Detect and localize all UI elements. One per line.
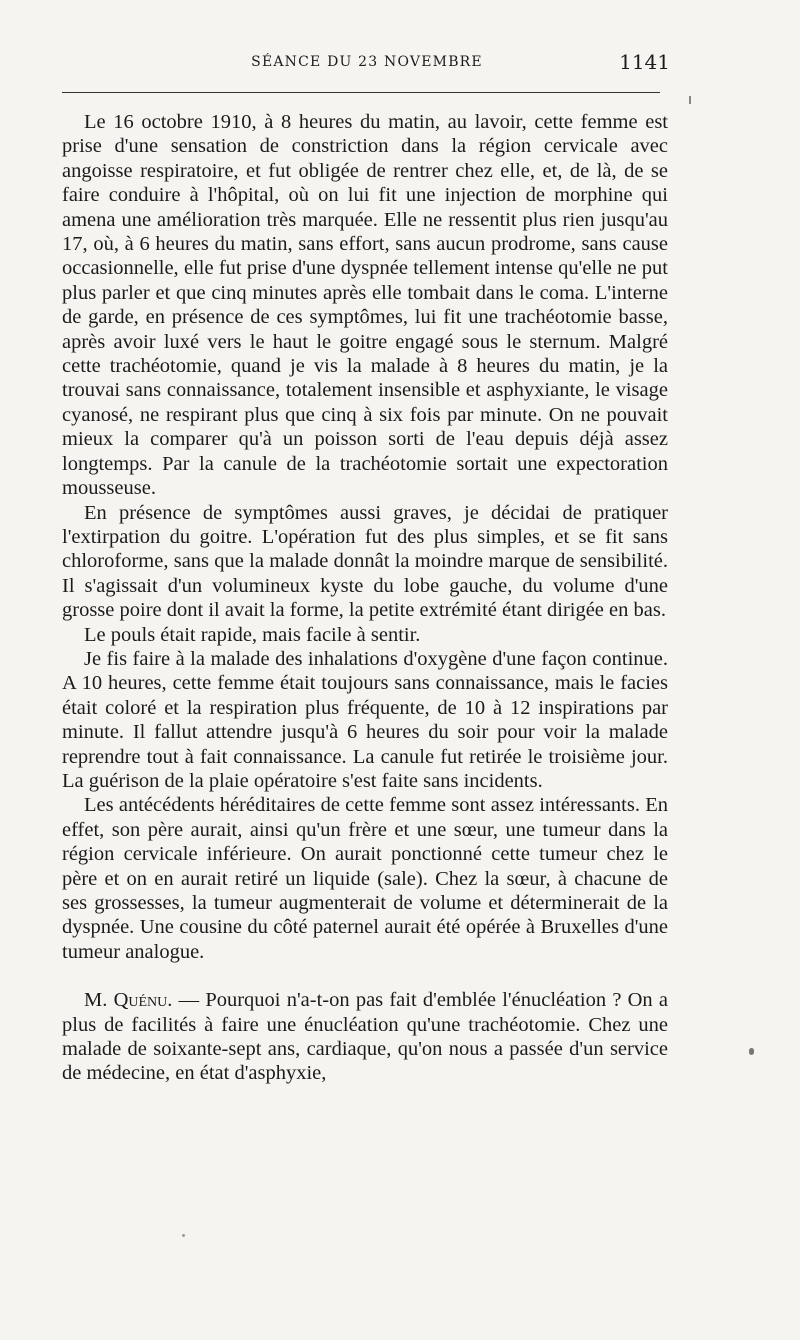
paragraph-discussion bbox=[62, 988, 668, 1086]
print-speck bbox=[182, 1234, 185, 1237]
print-speck bbox=[689, 96, 691, 104]
paragraph-operation: En présence de symptômes aussi graves, je décidai de pratiquer l'extirpation du goitre. L'opération fut des plus simples, et se fit sans chloroforme, sans que la malade donnât la moindre marque de sensibilité. Il s'agissait d'un volumineux kyste du lobe gauche, du volume d'une grosse poire dont il avait la forme, la petite extrémité étant dirigée en bas. bbox=[62, 501, 668, 622]
page-number: 1141 bbox=[619, 50, 670, 74]
paragraph-recovery: Je fis faire à la malade des inhalations d'oxygène d'une façon continue. A 10 heures, cette femme était toujours sans connaissance, mais le facies était coloré et la respiration plus fréquente, de 10 à 12 inspirations par minute. Il fallut attendre jusqu'à 6 heures du soir pour voir la malade reprendre tout à fait connaissance. La canule fut retirée le troisième jour. La guérison de la plaie opératoire s'est faite sans incidents. bbox=[62, 647, 668, 792]
page-header bbox=[62, 50, 672, 74]
speaker-name: M. Quénu. bbox=[84, 989, 173, 1012]
paragraph-gap bbox=[62, 964, 668, 988]
print-speck bbox=[749, 1048, 754, 1055]
body-text bbox=[62, 110, 668, 1086]
running-title: SÉANCE DU 23 NOVEMBRE bbox=[251, 54, 483, 70]
paragraph-heredity: Les antécédents héréditaires de cette femme sont assez intéressants. En effet, son père aurait, ainsi qu'un frère et une sœur, une tumeur dans la région cervicale inférieure. On aurait ponctionné cette tumeur chez le père et on en aurait retiré un liquide (sale). Chez la sœur, à chacune de ses grossesses, la tumeur augmenterait de volume et déterminerait de la dyspnée. Une cousine du côté paternel aurait été opérée à Bruxelles d'une tumeur analogue. bbox=[62, 794, 668, 963]
paragraph-pulse: Le pouls était rapide, mais facile à sentir. bbox=[84, 623, 421, 646]
discussion-text: — Pourquoi n'a-t-on pas fait d'emblée l'énucléation ? On a plus de facilités à faire une énucléation qu'une trachéotomie. Chez une malade de soixante-sept ans, cardiaque, qu'on nous a passée d'un service de médecine, en état d'asphyxie, bbox=[62, 989, 668, 1085]
header-rule bbox=[62, 92, 660, 93]
paragraph-case-history: Le 16 octobre 1910, à 8 heures du matin, au lavoir, cette femme est prise d'une sensation de constriction dans la région cervicale avec angoisse respiratoire, et fut obligée de rentrer chez elle, et, de là, de se faire conduire à l'hôpital, où on lui fit une injection de morphine qui amena une amélioration très marquée. Elle ne ressentit plus rien jusqu'au 17, où, à 6 heures du matin, sans effort, sans aucun prodrome, sans cause occasionnelle, elle fut prise d'une dyspnée tellement intense qu'elle ne put plus parler et que cinq minutes après elle tombait dans le coma. L'interne de garde, en présence de ces symptômes, lui fit une trachéotomie basse, après avoir luxé vers le haut le goitre engagé sous le sternum. Malgré cette trachéotomie, quand je vis la malade à 8 heures du matin, je la trouvai sans connaissance, totalement insensible et asphyxiante, le visage cyanosé, ne respirant plus que cinq à six fois par minute. On ne pouvait mieux la comparer qu'à un poisson sorti de l'eau depuis déjà assez longtemps. Par la canule de la trachéotomie sortait une expectoration mousseuse. bbox=[62, 111, 668, 500]
